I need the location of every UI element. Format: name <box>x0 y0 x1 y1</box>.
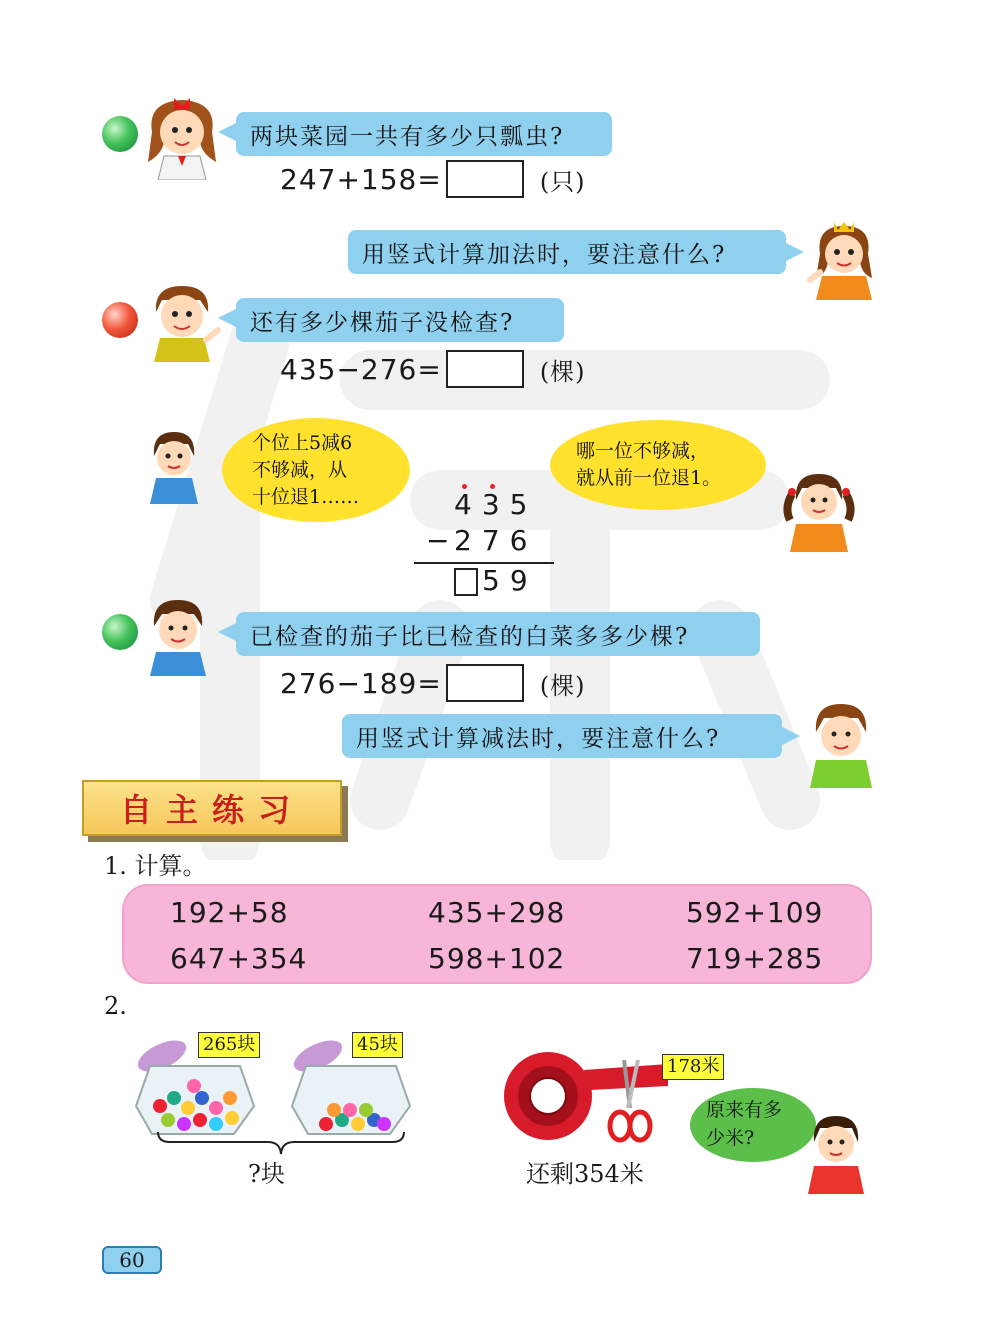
green-bullet-icon <box>102 116 138 152</box>
bubble-line: 十位退1…… <box>252 486 360 508</box>
girl-crown-avatar-icon <box>806 220 882 300</box>
answer-box[interactable] <box>446 664 524 702</box>
scissors-icon <box>604 1060 654 1144</box>
girl-avatar-icon <box>142 92 222 180</box>
hint-bar <box>342 714 782 758</box>
section-heading-text: 自主练习 <box>119 791 304 829</box>
red-bullet-icon <box>102 302 138 338</box>
section-heading <box>82 780 342 836</box>
hint-text: 用竖式计算减法时，要注意什么? <box>356 725 721 752</box>
subtrahend: 276 <box>454 524 538 557</box>
calc-item: 435+298 <box>428 896 566 929</box>
minus-sign: − <box>426 524 460 557</box>
bubble-line: 个位上5减6 <box>252 432 353 454</box>
boy-avatar-icon <box>142 278 222 362</box>
answer-box[interactable] <box>446 350 524 388</box>
equation-text: 276−189= <box>280 666 442 700</box>
hint-bar <box>348 230 786 274</box>
bubble-line: 哪一位不够减， <box>576 440 710 462</box>
page-number-text: 60 <box>119 1248 145 1272</box>
answer-box[interactable] <box>454 568 478 596</box>
green-bullet-icon <box>102 614 138 650</box>
result-digits: 59 <box>482 564 538 597</box>
calc-item: 719+285 <box>686 942 824 975</box>
unit-text: (棵) <box>539 357 586 386</box>
boy-green-avatar-icon <box>806 700 876 788</box>
bubble-line: 就从前一位退1。 <box>576 467 722 489</box>
vertical-subtraction <box>414 480 554 600</box>
jar-1-tag: 265块 <box>198 1032 260 1058</box>
calc-item: 592+109 <box>686 896 824 929</box>
ribbon-tag: 178米 <box>662 1054 724 1080</box>
equation-row <box>280 350 586 388</box>
answer-box[interactable] <box>446 160 524 198</box>
jar-2-tag: 45块 <box>352 1032 403 1058</box>
question-1-label: 1. 计算。 <box>104 852 207 880</box>
calc-item: 598+102 <box>428 942 566 975</box>
jar-caption: ?块 <box>248 1160 285 1188</box>
boy-red-avatar-icon <box>806 1112 866 1194</box>
calculation-box <box>122 884 872 984</box>
question-bubble-green <box>690 1088 816 1162</box>
question-2-label: 2. <box>104 992 127 1020</box>
brace-icon <box>156 1130 406 1156</box>
question-text: 两块菜园一共有多少只瓢虫? <box>250 123 565 150</box>
hint-text: 用竖式计算加法时，要注意什么? <box>362 241 727 268</box>
question-text: 还有多少棵茄子没检查? <box>250 309 515 336</box>
boy-small-avatar-icon <box>146 428 202 504</box>
hint-bubble-boy <box>222 418 410 522</box>
boy-avatar-icon <box>144 596 212 676</box>
page-number <box>102 1246 162 1274</box>
equation-row <box>280 664 586 702</box>
question-bar <box>236 612 760 656</box>
ribbon-caption: 还剩354米 <box>526 1160 644 1188</box>
minuend: 435 <box>454 488 538 521</box>
bubble-line: 不够减，从 <box>252 459 348 481</box>
bubble-line: 少米? <box>706 1127 755 1149</box>
bubble-line: 原来有多 <box>706 1099 783 1121</box>
calc-item: 192+58 <box>170 896 289 929</box>
question-text: 已检查的茄子比已检查的白菜多多少棵? <box>250 623 690 650</box>
equation-row <box>280 160 586 198</box>
girl-pigtails-avatar-icon <box>782 468 856 552</box>
unit-text: (只) <box>539 167 586 196</box>
hint-bubble-girl <box>550 420 766 510</box>
equation-text: 247+158= <box>280 162 442 196</box>
calc-item: 647+354 <box>170 942 308 975</box>
equation-text: 435−276= <box>280 352 442 386</box>
question-bar <box>236 298 564 342</box>
unit-text: (棵) <box>539 671 586 700</box>
question-bar <box>236 112 612 156</box>
